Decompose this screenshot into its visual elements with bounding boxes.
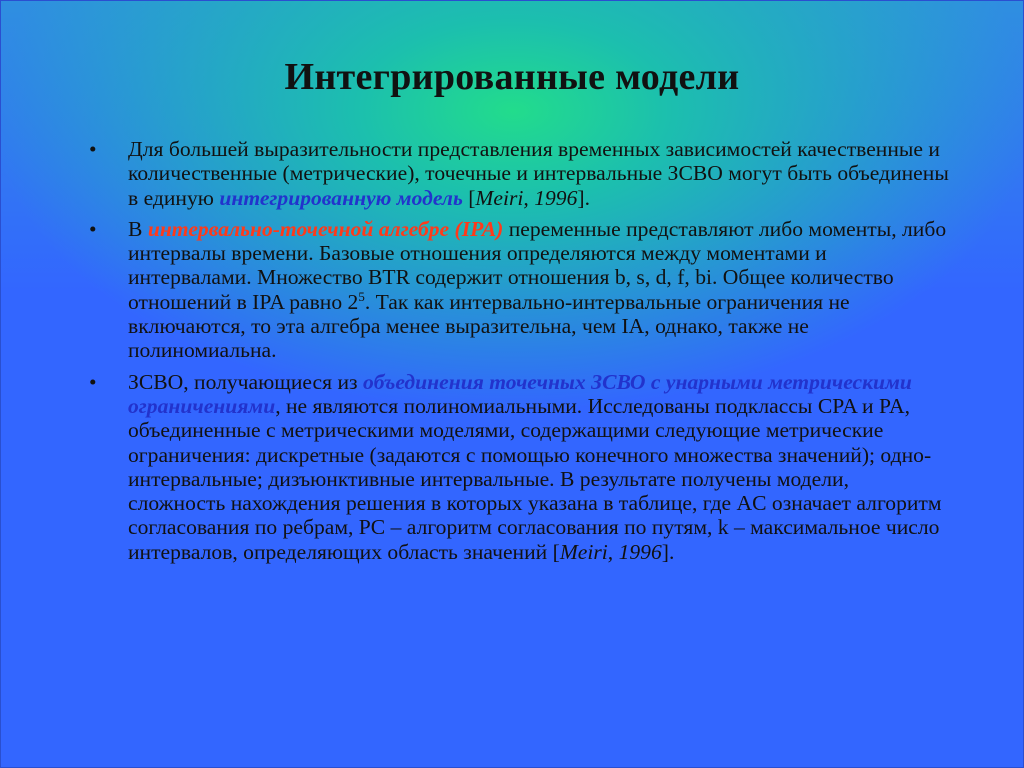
- bullet-2-text-3: . Так как интервально-интервальные ограничения не включаются, то эта алгебра менее выразительна, чем IA, однако, также не полиномиальна.: [128, 289, 850, 363]
- bullet-dot-icon: •: [89, 137, 97, 161]
- bullet-3-text-2: , не являются полиномиальными. Исследованы подклассы CPA и PA, объединенные с метрическими моделями, содержащими следующие метрические ограничения: дискретные (задаются с помощью конечного множества значений); одно-интервальные; дизъюнктивные интервальные. В результате получены модели, сложность нахождения решения в которых указана в таблице, где AC означает алгоритм согласования по ребрам, PC – алгоритм согласования по путям, k – максимальное число интервалов, определяющих область значений [: [128, 393, 942, 564]
- bullet-1-text-3: ].: [577, 185, 590, 210]
- bullet-dot-icon: •: [89, 216, 97, 241]
- bullet-1-citation: Meiri, 1996: [475, 185, 578, 210]
- bullet-item-2: [89, 217, 949, 363]
- bullet-2-highlight: интервально-точечной алгебре (IPA): [147, 216, 504, 241]
- slide-title: Интегрированные модели: [284, 56, 740, 98]
- bullet-1-highlight: интегрированную модель: [219, 185, 463, 210]
- bullet-2-text: В: [128, 216, 148, 241]
- bullet-list: [89, 137, 949, 571]
- bullet-item-3: [89, 370, 949, 564]
- bullet-3-text-3: ].: [661, 539, 675, 564]
- bullet-1-text-2: [: [462, 185, 476, 210]
- bullet-2-superscript: 5: [358, 288, 365, 304]
- bullet-3-text: ЗСВО, получающиеся из: [128, 369, 363, 394]
- bullet-3-highlight: объединения точечных ЗСВО с унарными метрическими ограничениями: [128, 369, 912, 418]
- bullet-dot-icon: •: [89, 369, 97, 394]
- bullet-1-text: Для большей выразительности представления временных зависимостей качественные и количественные (метрические), точечные и интервальные ЗСВО могут быть объединены в единую: [128, 137, 949, 210]
- bullet-item-1: [89, 137, 949, 210]
- bullet-2-text-2: переменные представляют либо моменты, либо интервалы времени. Базовые отношения определяются между моментами и интервалами. Множество BTR содержит отношения b, s, d, f, bi. Общее количество отношений в IPA равно 2: [128, 216, 947, 314]
- bullet-3-citation: Meiri, 1996: [559, 539, 662, 564]
